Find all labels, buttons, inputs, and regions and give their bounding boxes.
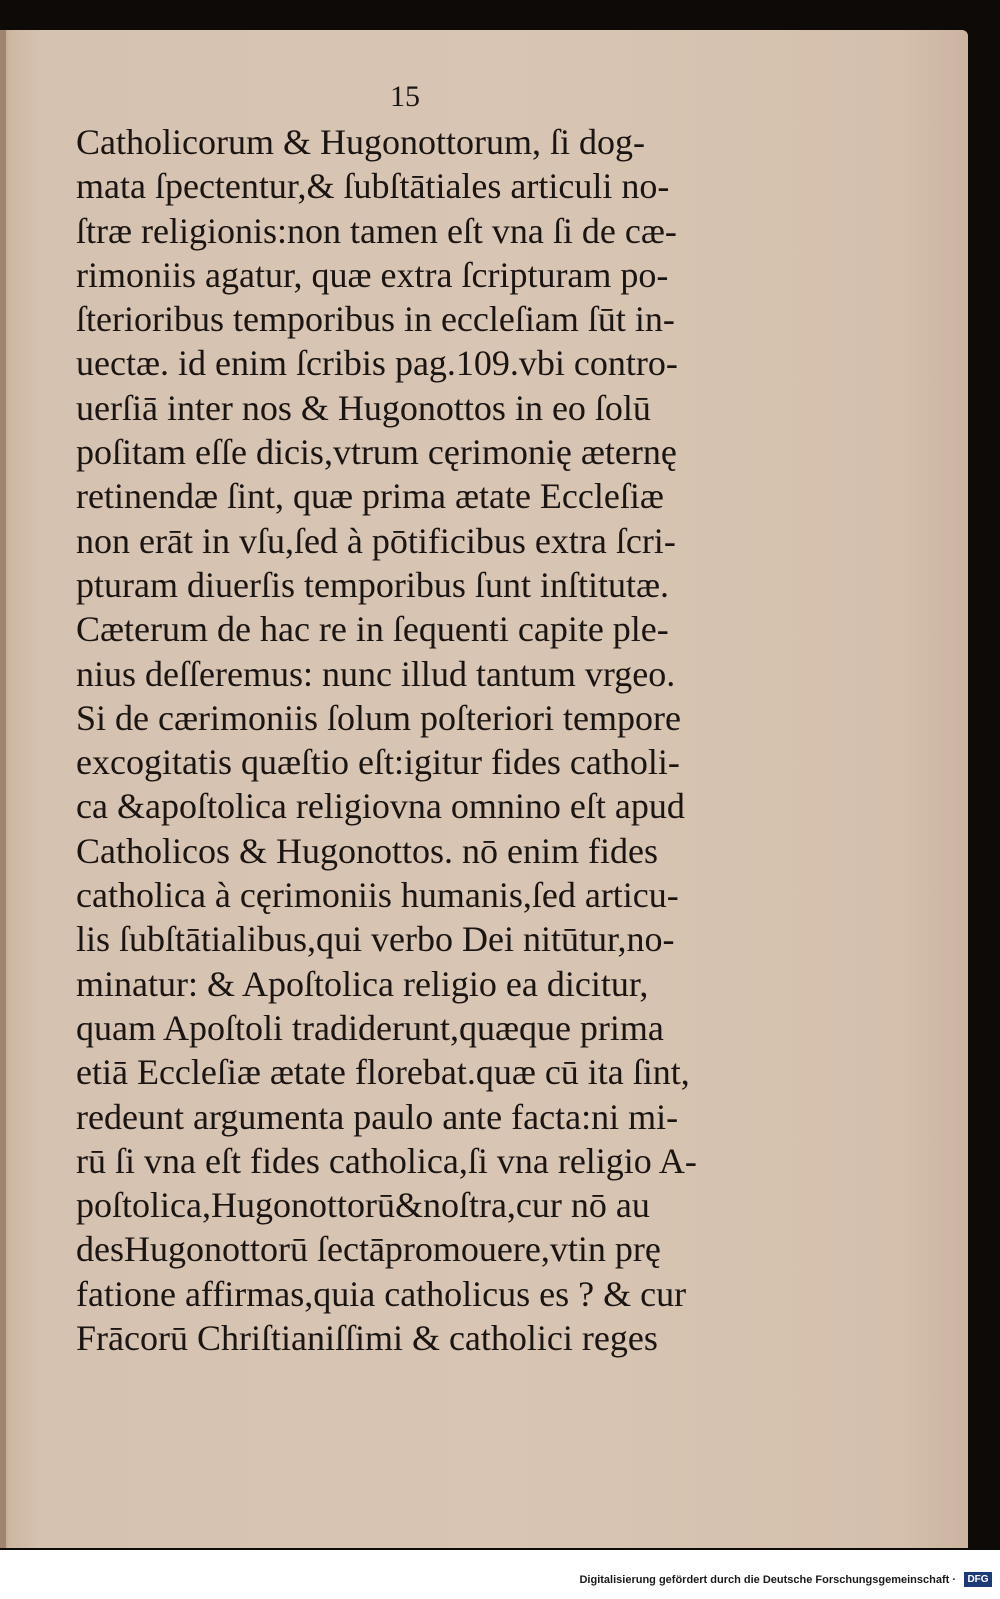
text-line: nius deſſeremus: nunc illud tantum vrgeo. — [76, 653, 676, 694]
text-line: rimoniis agatur, quæ extra ſcripturam po- — [76, 254, 669, 295]
text-line: minatur: & Apoſtolica religio ea dicitur, — [76, 963, 649, 1004]
text-line: mata ſpectentur,& ſubſtātiales articuli no- — [76, 166, 670, 207]
text-line: desHugonottorū ſectāpromouere,vtin prę — [76, 1229, 661, 1270]
text-line: ſterioribus temporibus in eccleſiam ſūt in- — [76, 299, 675, 340]
text-line: excogitatis quæſtio eſt:igitur fides catholi- — [76, 742, 680, 783]
text-line: non erāt in vſu,ſed à pōtificibus extra ſcri- — [76, 520, 676, 561]
text-line: etiā Eccleſiæ ætate florebat.quæ cū ita ſint, — [76, 1052, 690, 1093]
text-line: uectæ. id enim ſcribis pag.109.vbi contro- — [76, 343, 678, 384]
text-line: Catholicos & Hugonottos. nō enim fides — [76, 830, 658, 871]
footer-bar — [0, 1550, 1000, 1599]
text-line: fatione affirmas,quia catholicus es ? & cur — [76, 1273, 687, 1314]
text-line: rū ſi vna eſt fides catholica,ſi vna religio A- — [76, 1140, 697, 1181]
text-line: Si de cærimoniis ſolum poſteriori tempore — [76, 697, 681, 738]
text-line: retinendæ ſint, quæ prima ætate Eccleſiæ — [76, 476, 664, 517]
text-line: ſtræ religionis:non tamen eſt vna ſi de cæ- — [76, 210, 677, 251]
page-binding-edge — [0, 30, 6, 1548]
text-line: ca &apoſtolica religiovna omnino eſt apud — [76, 786, 685, 827]
text-line: poſtolica,Hugonottorū&noſtra,cur nō au — [76, 1185, 650, 1226]
text-line: Catholicorum & Hugonottorum, ſi dog- — [76, 122, 645, 162]
page-number: 15 — [390, 80, 420, 113]
text-line: lis ſubſtātialibus,qui verbo Dei nitūtur,no- — [76, 919, 675, 960]
dfg-logo: DFG — [964, 1572, 992, 1587]
text-line: catholica à cęrimoniis humanis,ſed articu- — [76, 875, 679, 916]
page-text — [76, 120, 766, 1360]
text-line: pturam diuerſis temporibus ſunt inſtitutæ. — [76, 564, 669, 605]
text-line: redeunt argumenta paulo ante facta:ni mi- — [76, 1096, 679, 1137]
text-line: Frācorū Chriſtianiſſimi & catholici reges — [76, 1318, 658, 1359]
text-line: Cæterum de hac re in ſequenti capite ple- — [76, 609, 669, 650]
funding-credit: Digitalisierung gefördert durch die Deutsche Forschungsgemeinschaft · — [579, 1574, 956, 1586]
text-line: poſitam eſſe dicis,vtrum cęrimonię æternę — [76, 432, 677, 473]
text-line: uerſiā inter nos & Hugonottos in eo ſolū — [76, 387, 651, 428]
text-line: quam Apoſtoli tradiderunt,quæque prima — [76, 1007, 664, 1048]
